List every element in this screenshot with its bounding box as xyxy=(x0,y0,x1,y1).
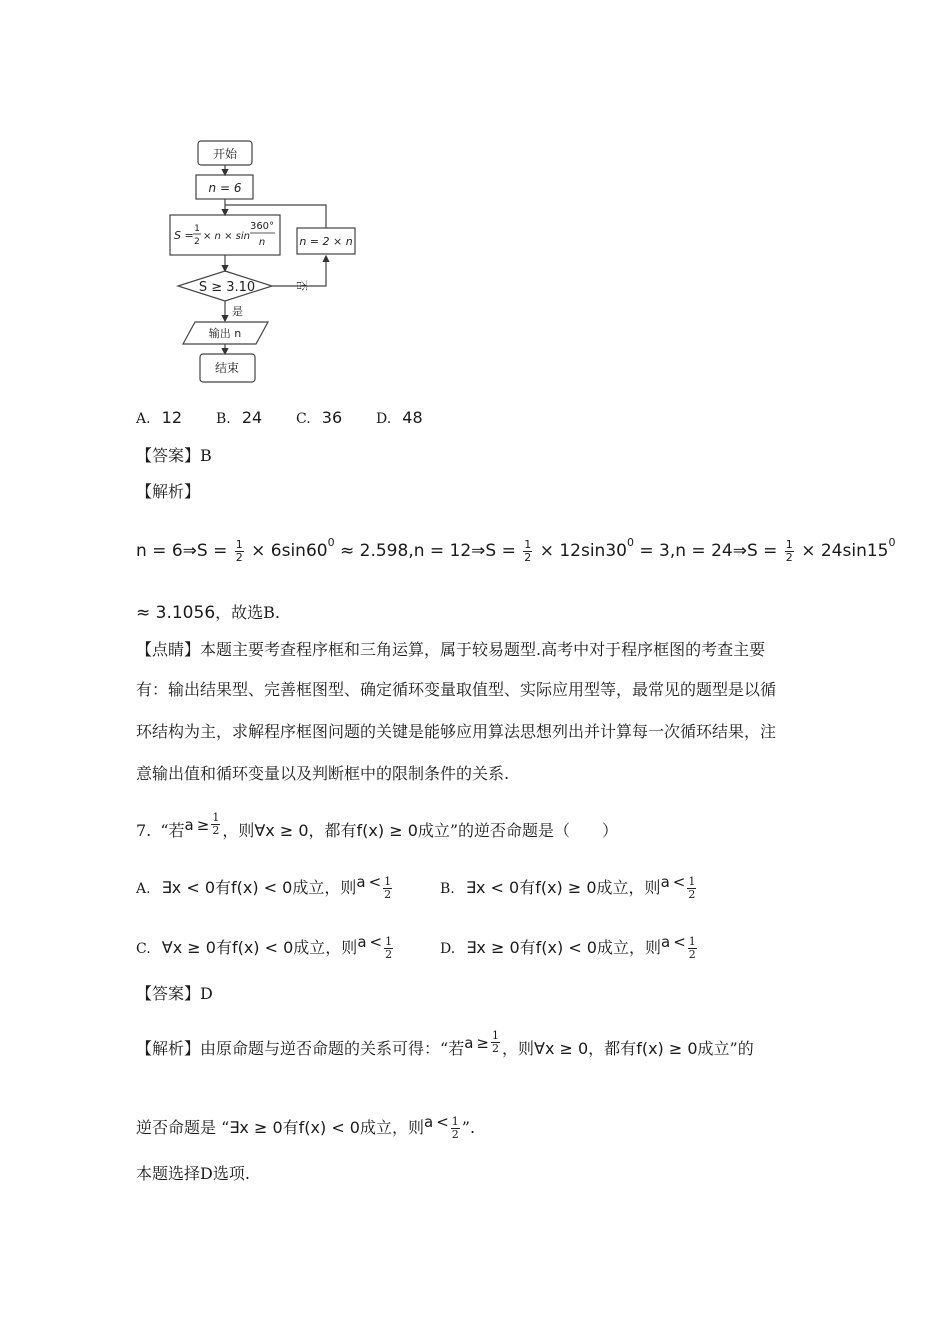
calc-term-1: × 6sin60 xyxy=(251,541,328,561)
option-value: 36 xyxy=(321,408,343,427)
option-text-2: 成立，则 xyxy=(596,938,661,957)
flowchart-no-label: 否 xyxy=(295,280,308,291)
question-comma: ，都有 xyxy=(308,821,357,840)
option-letter: C. xyxy=(136,941,151,957)
analysis-mid: ，则 xyxy=(501,1039,534,1058)
option-math-1: ∃x < 0 xyxy=(161,878,215,897)
q7-final: 本题选择D选项. xyxy=(136,1164,250,1183)
fraction-num: 1 xyxy=(688,875,696,888)
fraction-half xyxy=(211,812,220,837)
flowchart-end-text: 结束 xyxy=(214,361,240,375)
fraction-num: 1 xyxy=(451,1115,459,1128)
var-a: a xyxy=(464,1034,474,1052)
q7-analysis-line-1 xyxy=(136,1030,754,1059)
analysis-close: 成立”的 xyxy=(697,1039,754,1058)
q7-question xyxy=(136,812,618,841)
line2-open: 逆否命题是 “ xyxy=(136,1118,230,1137)
question-fx: f(x) ≥ 0 xyxy=(356,821,418,840)
option-value: 48 xyxy=(402,408,423,427)
analysis-tag: 【解析】 xyxy=(136,1039,201,1058)
var-a: a xyxy=(424,1113,434,1131)
option-math-2: f(x) < 0 xyxy=(535,938,597,957)
calc-approx: ≈ 3.1056 xyxy=(136,603,216,623)
fraction-half xyxy=(491,1030,500,1055)
fraction-den: 2 xyxy=(688,948,696,961)
question-cond: ∀x ≥ 0 xyxy=(254,821,309,840)
question-close: 成立”的逆否命题是（ ） xyxy=(417,821,619,840)
q7-option-a xyxy=(136,872,394,901)
var-a: a xyxy=(357,933,367,951)
option-letter: A. xyxy=(136,881,151,897)
question-mid: ，则 xyxy=(222,821,255,840)
analysis-intro: 由原命题与逆否命题的关系可得：“若 xyxy=(200,1039,465,1058)
degree-superscript: 0 xyxy=(888,536,896,549)
calc-term-2: × 12sin30 xyxy=(539,541,627,561)
answer-tag: 【答案】 xyxy=(136,446,201,465)
q6-analysis-tag: 【解析】 xyxy=(136,482,201,501)
lt-sign: < xyxy=(369,933,383,951)
option-math-1: ∃x < 0 xyxy=(465,878,520,897)
calc-result-2: = 3,n = 24⇒S = xyxy=(639,541,778,561)
calc-conclusion: ，故选B. xyxy=(215,603,280,622)
fraction-half xyxy=(383,876,392,901)
var-a: a xyxy=(356,873,366,891)
option-letter: B. xyxy=(216,411,231,427)
option-letter: D. xyxy=(440,941,456,957)
lt-sign: < xyxy=(368,873,382,891)
fraction-num: 1 xyxy=(212,811,220,824)
flowchart-start-text: 开始 xyxy=(212,147,238,161)
flowchart-compute-half-den: 2 xyxy=(194,237,200,247)
fraction-num: 1 xyxy=(688,935,696,948)
fraction-den: 2 xyxy=(212,824,220,837)
fraction-half xyxy=(785,539,794,564)
option-value: 24 xyxy=(241,408,263,427)
var-a: a xyxy=(661,933,671,951)
flowchart-compute-mid: × n × sin xyxy=(203,231,250,242)
q7-option-b xyxy=(440,872,698,901)
q7-answer xyxy=(136,984,213,1004)
q6-option-a xyxy=(136,408,182,429)
line2-math-2: f(x) < 0 xyxy=(298,1118,360,1137)
calc-result-1: ≈ 2.598,n = 12⇒S = xyxy=(340,541,516,561)
analysis-fx: f(x) ≥ 0 xyxy=(636,1039,698,1058)
fraction-den: 2 xyxy=(451,1128,459,1141)
option-math-2: f(x) < 0 xyxy=(231,938,294,957)
fraction-num: 1 xyxy=(524,537,532,551)
option-math-1: ∃x ≥ 0 xyxy=(466,938,520,957)
option-value: 12 xyxy=(161,408,183,427)
fraction-half xyxy=(235,539,244,564)
comment-text: 本题主要考查程序框和三角运算，属于较易题型.高考中对于程序框图的考查主要 xyxy=(200,640,766,659)
q7-analysis-line-2 xyxy=(136,1112,475,1141)
fraction-half xyxy=(451,1116,460,1141)
fraction-half xyxy=(688,936,697,961)
option-letter: D. xyxy=(376,411,392,427)
q6-option-c xyxy=(296,408,342,429)
q6-calc-line xyxy=(136,536,895,564)
var-a: a xyxy=(660,873,670,891)
analysis-comma: ，都有 xyxy=(588,1039,637,1058)
fraction-num: 1 xyxy=(385,935,393,948)
option-math-2: f(x) < 0 xyxy=(231,878,293,897)
option-text-1: 有 xyxy=(215,878,232,897)
flowchart xyxy=(160,135,380,390)
degree-superscript: 0 xyxy=(626,536,634,549)
flowchart-compute-angle-num: 360° xyxy=(249,221,275,232)
fraction-half xyxy=(687,876,696,901)
q6-comment-line-2: 有：输出结果型、完善框图型、确定循环变量取值型、实际应用型等，最常见的题型是以循 xyxy=(136,680,777,699)
fraction-num: 1 xyxy=(235,537,243,551)
ge-sign: ≥ xyxy=(476,1034,489,1052)
comment-tag: 【点睛】 xyxy=(136,640,201,659)
option-letter: A. xyxy=(136,411,151,427)
fraction-den: 2 xyxy=(235,550,243,564)
option-text-2: 成立，则 xyxy=(293,938,358,957)
lt-sign: < xyxy=(673,933,686,951)
option-letter: C. xyxy=(296,411,311,427)
flowchart-yes-label: 是 xyxy=(232,305,243,318)
flowchart-output-text: 输出 n xyxy=(208,327,242,340)
fraction-den: 2 xyxy=(785,550,793,564)
fraction-half xyxy=(523,539,532,564)
line2-close: ”. xyxy=(461,1118,476,1137)
fraction-num: 1 xyxy=(384,875,392,888)
flowchart-compute-lhs: S = xyxy=(174,229,194,242)
lt-sign: < xyxy=(436,1113,449,1131)
fraction-den: 2 xyxy=(491,1042,499,1055)
q6-option-b xyxy=(216,408,262,429)
fraction-num: 1 xyxy=(491,1029,499,1042)
q6-option-d xyxy=(376,408,423,429)
fraction-den: 2 xyxy=(385,948,393,961)
flowchart-init-text: n = 6 xyxy=(208,181,242,195)
fraction-half xyxy=(384,936,393,961)
flowchart-update-text: n = 2 × n xyxy=(299,235,353,248)
line2-text-2: 成立，则 xyxy=(359,1118,424,1137)
question-open: “若 xyxy=(160,821,185,840)
answer-tag: 【答案】 xyxy=(136,984,201,1003)
flowchart-compute-angle-den: n xyxy=(258,237,266,248)
line2-text-1: 有 xyxy=(282,1118,299,1137)
flowchart-compute-half-num: 1 xyxy=(194,224,200,234)
option-text-1: 有 xyxy=(519,938,536,957)
line2-math-1: ∃x ≥ 0 xyxy=(229,1118,283,1137)
ge-sign: ≥ xyxy=(196,816,210,834)
calc-term-3: × 24sin15 xyxy=(801,541,889,561)
calc-part-1: n = 6⇒S = xyxy=(136,541,228,561)
degree-superscript: 0 xyxy=(327,536,335,549)
question-number: 7. xyxy=(136,821,152,840)
flowchart-condition-text: S ≥ 3.10 xyxy=(198,280,256,295)
option-math-2: f(x) ≥ 0 xyxy=(535,878,597,897)
q6-comment-line-4: 意输出值和循环变量以及判断框中的限制条件的关系. xyxy=(136,764,510,783)
var-a: a xyxy=(184,816,194,834)
analysis-cond: ∀x ≥ 0 xyxy=(534,1039,589,1058)
option-text-2: 成立，则 xyxy=(596,878,661,897)
answer-value: D xyxy=(200,984,213,1003)
q6-answer xyxy=(136,446,212,466)
option-text-1: 有 xyxy=(215,938,232,957)
q7-option-d xyxy=(440,932,699,961)
fraction-den: 2 xyxy=(384,888,392,901)
option-text-1: 有 xyxy=(519,878,536,897)
fraction-den: 2 xyxy=(524,550,532,564)
q6-comment-line-1 xyxy=(136,640,765,660)
option-text-2: 成立，则 xyxy=(292,878,357,897)
q7-option-c xyxy=(136,932,395,961)
lt-sign: < xyxy=(672,873,686,891)
option-math-1: ∀x ≥ 0 xyxy=(161,938,216,957)
q6-calc-line-2 xyxy=(136,603,280,623)
q6-comment-line-3: 环结构为主，求解程序框图问题的关键是能够应用算法思想列出并计算每一次循环结果，注 xyxy=(136,722,777,741)
fraction-den: 2 xyxy=(688,888,696,901)
option-letter: B. xyxy=(440,881,455,897)
fraction-num: 1 xyxy=(785,537,793,551)
answer-value: B xyxy=(200,446,212,465)
